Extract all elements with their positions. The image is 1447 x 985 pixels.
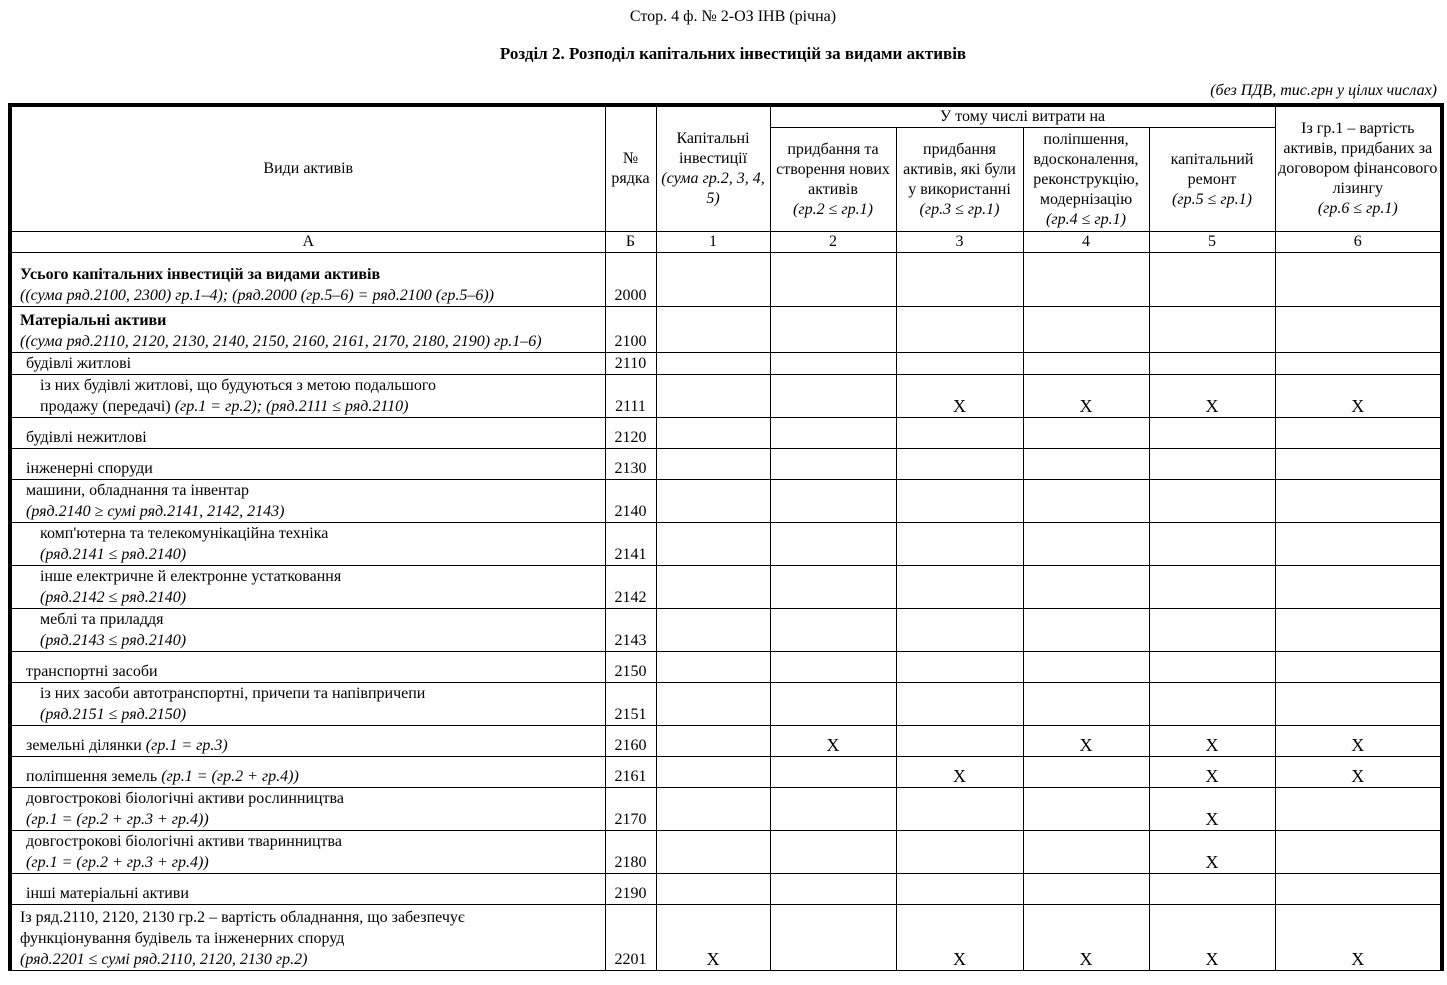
value-cell[interactable] bbox=[770, 831, 896, 874]
row-code: 2143 bbox=[605, 609, 656, 652]
row-description bbox=[10, 449, 605, 480]
value-cell[interactable] bbox=[896, 566, 1023, 609]
row-description bbox=[10, 905, 605, 971]
row-formula-note: (ряд.2143 ≤ ряд.2140) bbox=[40, 632, 187, 649]
cell-not-applicable-x: X bbox=[896, 905, 1023, 971]
cell-not-applicable-x: X bbox=[1023, 375, 1149, 418]
value-cell[interactable] bbox=[1149, 609, 1275, 652]
row-label: будівлі житлові bbox=[26, 355, 132, 372]
value-cell[interactable] bbox=[1275, 831, 1442, 874]
row-code: 2110 bbox=[605, 353, 656, 375]
col-number-3: 3 bbox=[896, 232, 1023, 253]
value-cell[interactable] bbox=[770, 418, 896, 449]
row-label-cont: функціонування будівель та інженерних споруд bbox=[20, 930, 345, 947]
cell-not-applicable-x: X bbox=[1023, 905, 1149, 971]
value-cell[interactable] bbox=[1149, 652, 1275, 683]
value-cell[interactable] bbox=[770, 253, 896, 307]
value-cell[interactable] bbox=[1023, 757, 1149, 788]
unit-note: (без ПДВ, тис.грн у цілих числах) bbox=[1210, 82, 1437, 99]
value-cell[interactable] bbox=[656, 788, 770, 831]
row-description bbox=[10, 788, 605, 831]
row-formula-note: (ряд.2142 ≤ ряд.2140) bbox=[40, 589, 187, 606]
value-cell[interactable] bbox=[656, 480, 770, 523]
value-cell[interactable] bbox=[770, 449, 896, 480]
table-row bbox=[10, 683, 1442, 726]
value-cell[interactable] bbox=[1275, 683, 1442, 726]
value-cell[interactable] bbox=[896, 449, 1023, 480]
value-cell[interactable] bbox=[770, 375, 896, 418]
row-formula-note: ((сума ряд.2110, 2120, 2130, 2140, 2150, 2160, 2161, 2170, 2180, 2190) гр.1–6) bbox=[20, 333, 542, 350]
row-label: інженерні споруди bbox=[26, 460, 153, 477]
row-label: інші матеріальні активи bbox=[26, 885, 189, 902]
row-label-cont: продажу (передачі) bbox=[40, 398, 171, 415]
value-cell[interactable] bbox=[770, 480, 896, 523]
col-letter-b: Б bbox=[605, 232, 656, 253]
value-cell[interactable] bbox=[1275, 353, 1442, 375]
value-cell[interactable] bbox=[1149, 874, 1275, 905]
table-row bbox=[10, 726, 1442, 757]
value-cell[interactable] bbox=[1275, 480, 1442, 523]
value-cell[interactable] bbox=[656, 726, 770, 757]
value-cell[interactable] bbox=[1149, 566, 1275, 609]
value-cell[interactable] bbox=[1275, 253, 1442, 307]
value-cell[interactable] bbox=[1023, 788, 1149, 831]
value-cell[interactable] bbox=[1275, 523, 1442, 566]
header-col4: поліпшення, вдосконалення, реконструкцію, модернізацію (гр.4 ≤ гр.1) bbox=[1023, 128, 1149, 232]
row-description bbox=[10, 726, 605, 757]
row-label: Усього капітальних інвестицій за видами активів bbox=[20, 266, 381, 283]
value-cell[interactable] bbox=[1023, 353, 1149, 375]
value-cell[interactable] bbox=[770, 788, 896, 831]
column-index-row bbox=[10, 232, 1442, 253]
value-cell[interactable] bbox=[1023, 874, 1149, 905]
value-cell[interactable] bbox=[1275, 609, 1442, 652]
value-cell[interactable] bbox=[1275, 449, 1442, 480]
table-row bbox=[10, 480, 1442, 523]
cell-not-applicable-x: X bbox=[1275, 757, 1442, 788]
cell-not-applicable-x: X bbox=[656, 905, 770, 971]
header-col2: придбання та створення нових активів (гр.2 ≤ гр.1) bbox=[770, 128, 896, 232]
table-row bbox=[10, 831, 1442, 874]
row-label: довгострокові біологічні активи тваринництва bbox=[26, 833, 342, 850]
row-code: 2140 bbox=[605, 480, 656, 523]
row-label: Матеріальні активи bbox=[20, 312, 167, 329]
value-cell[interactable] bbox=[1023, 449, 1149, 480]
header-asset-types: Види активів bbox=[10, 105, 605, 232]
cell-not-applicable-x: X bbox=[1149, 788, 1275, 831]
row-label: інше електричне й електронне устатковання bbox=[40, 568, 342, 585]
row-code: 2201 bbox=[605, 905, 656, 971]
value-cell[interactable] bbox=[896, 788, 1023, 831]
value-cell[interactable] bbox=[896, 831, 1023, 874]
cell-not-applicable-x: X bbox=[1149, 375, 1275, 418]
value-cell[interactable] bbox=[656, 307, 770, 353]
value-cell[interactable] bbox=[896, 652, 1023, 683]
value-cell[interactable] bbox=[656, 757, 770, 788]
value-cell[interactable] bbox=[770, 683, 896, 726]
row-label: машини, обладнання та інвентар bbox=[26, 482, 249, 499]
row-code: 2142 bbox=[605, 566, 656, 609]
row-description bbox=[10, 652, 605, 683]
cell-not-applicable-x: X bbox=[1149, 831, 1275, 874]
value-cell[interactable] bbox=[1275, 307, 1442, 353]
col-letter-a: А bbox=[10, 232, 605, 253]
value-cell[interactable] bbox=[1023, 418, 1149, 449]
row-label: будівлі нежитлові bbox=[26, 429, 147, 446]
value-cell[interactable] bbox=[1149, 683, 1275, 726]
value-cell[interactable] bbox=[656, 831, 770, 874]
cell-not-applicable-x: X bbox=[1275, 905, 1442, 971]
value-cell[interactable] bbox=[896, 683, 1023, 726]
row-code: 2130 bbox=[605, 449, 656, 480]
cell-not-applicable-x: X bbox=[1023, 726, 1149, 757]
row-formula-note: (ряд.2140 ≥ сумі ряд.2141, 2142, 2143) bbox=[26, 503, 285, 520]
section-title: Розділ 2. Розподіл капітальних інвестицій за видами активів bbox=[499, 44, 967, 63]
value-cell[interactable] bbox=[656, 253, 770, 307]
value-cell[interactable] bbox=[896, 307, 1023, 353]
header-row-number: № рядка bbox=[605, 105, 656, 232]
row-code: 2180 bbox=[605, 831, 656, 874]
value-cell[interactable] bbox=[770, 307, 896, 353]
row-description bbox=[10, 609, 605, 652]
table-row bbox=[10, 874, 1442, 905]
row-description bbox=[10, 757, 605, 788]
value-cell[interactable] bbox=[1023, 307, 1149, 353]
row-label: Із ряд.2110, 2120, 2130 гр.2 – вартість обладнання, що забезпечує bbox=[20, 909, 465, 926]
row-formula-note: (ряд.2151 ≤ ряд.2150) bbox=[40, 706, 187, 723]
value-cell[interactable] bbox=[1275, 418, 1442, 449]
value-cell[interactable] bbox=[1149, 307, 1275, 353]
table-row bbox=[10, 788, 1442, 831]
row-description bbox=[10, 253, 605, 307]
table-row bbox=[10, 307, 1442, 353]
row-label: земельні ділянки bbox=[26, 737, 142, 754]
value-cell[interactable] bbox=[896, 523, 1023, 566]
value-cell[interactable] bbox=[896, 480, 1023, 523]
value-cell[interactable] bbox=[656, 652, 770, 683]
value-cell[interactable] bbox=[896, 418, 1023, 449]
row-formula-note: (ряд.2201 ≤ сумі ряд.2110, 2120, 2130 гр.2) bbox=[20, 951, 308, 968]
row-description bbox=[10, 307, 605, 353]
value-cell[interactable] bbox=[770, 905, 896, 971]
table-row bbox=[10, 905, 1442, 971]
value-cell[interactable] bbox=[1149, 523, 1275, 566]
value-cell[interactable] bbox=[656, 449, 770, 480]
row-formula-note: (гр.1 = гр.2); (ряд.2111 ≤ ряд.2110) bbox=[174, 398, 409, 415]
row-code: 2000 bbox=[605, 253, 656, 307]
col-number-5: 5 bbox=[1149, 232, 1275, 253]
value-cell[interactable] bbox=[770, 757, 896, 788]
row-code: 2160 bbox=[605, 726, 656, 757]
row-formula-note: ((сума ряд.2100, 2300) гр.1–4); (ряд.2000 (гр.5–6) = ряд.2100 (гр.5–6)) bbox=[20, 287, 494, 304]
header-col1: Капітальні інвестиції (сума гр.2, 3, 4, 5) bbox=[656, 105, 770, 232]
value-cell[interactable] bbox=[1023, 683, 1149, 726]
header-group-expenses: У тому числі витрати на bbox=[770, 105, 1275, 128]
row-code: 2170 bbox=[605, 788, 656, 831]
row-label: із них засоби автотранспортні, причепи та напівпричепи bbox=[40, 685, 426, 702]
table-row bbox=[10, 566, 1442, 609]
value-cell[interactable] bbox=[770, 652, 896, 683]
row-description bbox=[10, 418, 605, 449]
value-cell[interactable] bbox=[656, 566, 770, 609]
value-cell[interactable] bbox=[656, 418, 770, 449]
col-number-4: 4 bbox=[1023, 232, 1149, 253]
row-code: 2161 bbox=[605, 757, 656, 788]
row-description bbox=[10, 523, 605, 566]
value-cell[interactable] bbox=[770, 609, 896, 652]
col-number-1: 1 bbox=[656, 232, 770, 253]
header-col6: Із гр.1 – вартість активів, придбаних за договором фінансового лізингу (гр.6 ≤ гр.1) bbox=[1275, 105, 1442, 232]
row-description bbox=[10, 375, 605, 418]
value-cell[interactable] bbox=[1149, 418, 1275, 449]
row-code: 2141 bbox=[605, 523, 656, 566]
col-number-6: 6 bbox=[1275, 232, 1442, 253]
value-cell[interactable] bbox=[896, 609, 1023, 652]
value-cell[interactable] bbox=[770, 566, 896, 609]
value-cell[interactable] bbox=[1149, 449, 1275, 480]
row-description bbox=[10, 683, 605, 726]
value-cell[interactable] bbox=[770, 523, 896, 566]
cell-not-applicable-x: X bbox=[1149, 726, 1275, 757]
value-cell[interactable] bbox=[896, 253, 1023, 307]
row-label: меблі та приладдя bbox=[40, 611, 164, 628]
value-cell[interactable] bbox=[656, 683, 770, 726]
page-reference: Стор. 4 ф. № 2-ОЗ ІНВ (річна) bbox=[629, 8, 837, 25]
table-row bbox=[10, 609, 1442, 652]
value-cell[interactable] bbox=[656, 874, 770, 905]
row-formula-note: (гр.1 = (гр.2 + гр.3 + гр.4)) bbox=[26, 811, 209, 828]
row-code: 2100 bbox=[605, 307, 656, 353]
value-cell[interactable] bbox=[1023, 523, 1149, 566]
investment-table bbox=[8, 103, 1444, 971]
row-code: 2120 bbox=[605, 418, 656, 449]
row-code: 2190 bbox=[605, 874, 656, 905]
row-label: поліпшення земель bbox=[26, 768, 158, 785]
value-cell[interactable] bbox=[770, 353, 896, 375]
cell-not-applicable-x: X bbox=[770, 726, 896, 757]
col-number-2: 2 bbox=[770, 232, 896, 253]
row-description bbox=[10, 831, 605, 874]
value-cell[interactable] bbox=[1275, 566, 1442, 609]
table-row bbox=[10, 253, 1442, 307]
row-formula-note: (гр.1 = (гр.2 + гр.3 + гр.4)) bbox=[26, 854, 209, 871]
table-row bbox=[10, 353, 1442, 375]
row-formula-note: (ряд.2141 ≤ ряд.2140) bbox=[40, 546, 187, 563]
value-cell[interactable] bbox=[1023, 609, 1149, 652]
value-cell[interactable] bbox=[656, 375, 770, 418]
value-cell[interactable] bbox=[1023, 652, 1149, 683]
value-cell[interactable] bbox=[896, 874, 1023, 905]
cell-not-applicable-x: X bbox=[1275, 375, 1442, 418]
row-label: із них будівлі житлові, що будуються з метою подальшого bbox=[40, 377, 436, 394]
row-code: 2150 bbox=[605, 652, 656, 683]
row-label: комп'ютерна та телекомунікаційна техніка bbox=[40, 525, 329, 542]
value-cell[interactable] bbox=[1275, 788, 1442, 831]
value-cell[interactable] bbox=[1023, 480, 1149, 523]
row-label: транспортні засоби bbox=[26, 663, 158, 680]
value-cell[interactable] bbox=[1275, 652, 1442, 683]
table-row bbox=[10, 375, 1442, 418]
cell-not-applicable-x: X bbox=[1149, 905, 1275, 971]
table-row bbox=[10, 449, 1442, 480]
table-row bbox=[10, 757, 1442, 788]
value-cell[interactable] bbox=[1149, 253, 1275, 307]
cell-not-applicable-x: X bbox=[896, 757, 1023, 788]
value-cell[interactable] bbox=[896, 353, 1023, 375]
header-col3: придбання активів, які були у використанні (гр.3 ≤ гр.1) bbox=[896, 128, 1023, 232]
row-description bbox=[10, 480, 605, 523]
value-cell[interactable] bbox=[1149, 480, 1275, 523]
value-cell[interactable] bbox=[656, 353, 770, 375]
value-cell[interactable] bbox=[896, 726, 1023, 757]
value-cell[interactable] bbox=[1023, 253, 1149, 307]
row-label: довгострокові біологічні активи рослинництва bbox=[26, 790, 344, 807]
value-cell[interactable] bbox=[1275, 874, 1442, 905]
row-formula-note: (гр.1 = (гр.2 + гр.4)) bbox=[161, 768, 299, 785]
value-cell[interactable] bbox=[1023, 566, 1149, 609]
row-description bbox=[10, 353, 605, 375]
table-row bbox=[10, 418, 1442, 449]
cell-not-applicable-x: X bbox=[896, 375, 1023, 418]
row-formula-note: (гр.1 = гр.3) bbox=[145, 737, 228, 754]
row-description bbox=[10, 874, 605, 905]
table-row bbox=[10, 523, 1442, 566]
header-col5: капітальний ремонт (гр.5 ≤ гр.1) bbox=[1149, 128, 1275, 232]
value-cell[interactable] bbox=[656, 609, 770, 652]
row-code: 2151 bbox=[605, 683, 656, 726]
value-cell[interactable] bbox=[1023, 831, 1149, 874]
cell-not-applicable-x: X bbox=[1149, 757, 1275, 788]
row-description bbox=[10, 566, 605, 609]
row-code: 2111 bbox=[605, 375, 656, 418]
table-row bbox=[10, 652, 1442, 683]
cell-not-applicable-x: X bbox=[1275, 726, 1442, 757]
value-cell[interactable] bbox=[656, 523, 770, 566]
value-cell[interactable] bbox=[770, 874, 896, 905]
value-cell[interactable] bbox=[1149, 353, 1275, 375]
